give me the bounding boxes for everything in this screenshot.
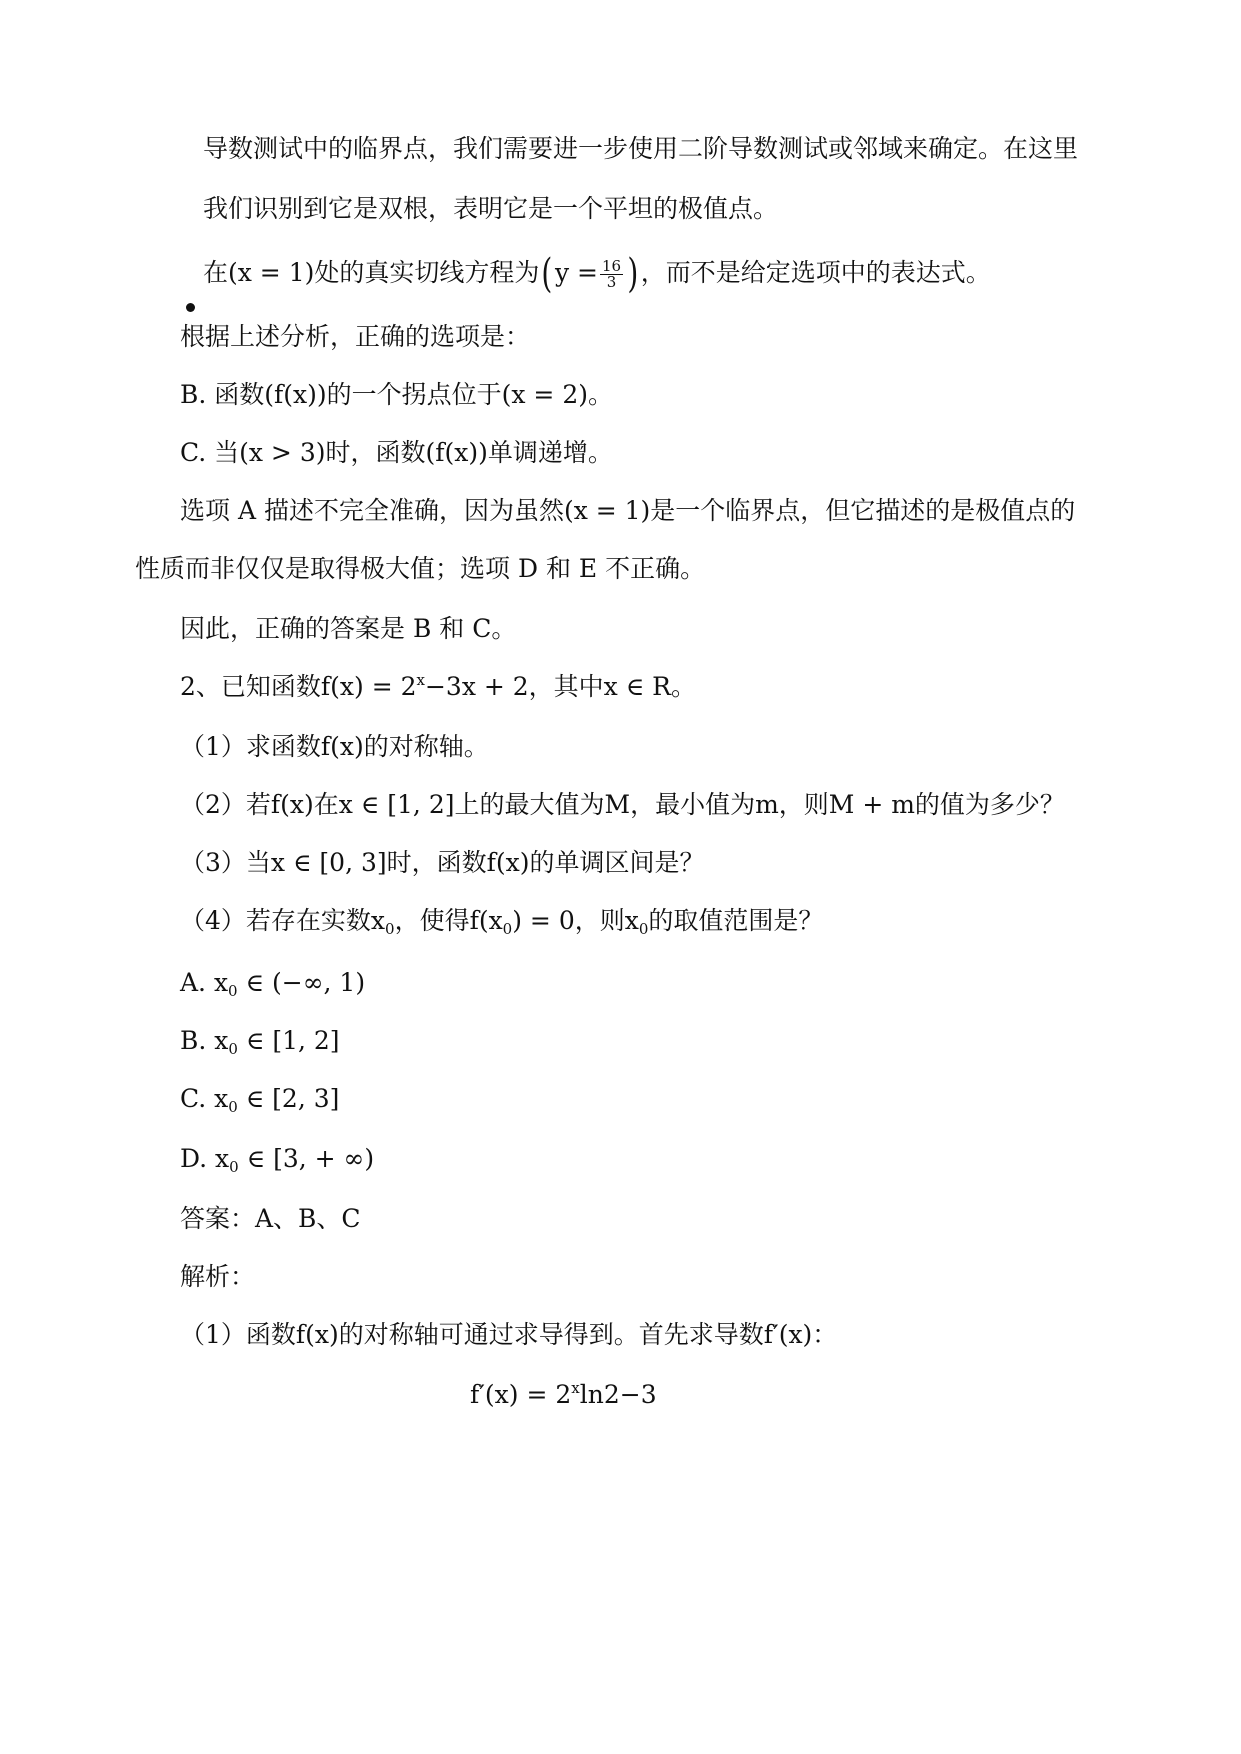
tangent-text-b: ，而不是给定选项中的表达式。	[640, 258, 991, 287]
option-b-line: B. 函数(f(x))的一个拐点位于(x = 2)。	[180, 380, 613, 409]
question-4-text-a: （4）若存在实数x	[180, 906, 386, 935]
text-line-7: 选项 A 描述不完全准确，因为虽然(x = 1)是一个临界点，但它描述的是极值点的	[180, 496, 1076, 525]
question-1: （1）求函数f(x)的对称轴。	[180, 732, 489, 761]
bullet-icon	[186, 303, 195, 312]
formula-text-b: ln2−3	[579, 1380, 657, 1409]
choice-d-range: ∈ [3, + ∞)	[238, 1144, 375, 1173]
text-line-9: 因此，正确的答案是 B 和 C。	[180, 614, 517, 643]
choice-c	[180, 1082, 339, 1116]
subscript: 0	[502, 920, 513, 938]
choice-c-label: C. x	[180, 1084, 229, 1113]
tangent-text-a: 在(x = 1)处的真实切线方程为	[203, 258, 540, 287]
text-line-tangent	[203, 251, 991, 297]
exponent: x	[416, 671, 425, 689]
choice-a-label: A. x	[180, 968, 229, 997]
problem-2-text-b: −3x + 2，其中x ∈ R。	[424, 672, 697, 701]
text-line-4: 根据上述分析，正确的选项是：	[180, 322, 531, 351]
subscript: 0	[229, 1158, 239, 1176]
fraction-numerator: 16	[602, 257, 622, 275]
text-line-8: 性质而非仅仅是取得极大值；选项 D 和 E 不正确。	[135, 554, 706, 583]
derivative-formula	[470, 1378, 657, 1412]
question-4-text-d: 的取值范围是？	[648, 906, 824, 935]
subscript: 0	[228, 1040, 238, 1058]
exponent: x	[571, 1379, 580, 1397]
subscript: 0	[228, 1098, 238, 1116]
question-3: （3）当x ∈ [0, 3]时，函数f(x)的单调区间是？	[180, 848, 705, 877]
choice-b	[180, 1024, 340, 1058]
option-c-line: C. 当(x > 3)时，函数(f(x))单调递增。	[180, 438, 613, 467]
analysis-heading: 解析：	[180, 1262, 256, 1291]
answer-line: 答案：A、B、C	[180, 1204, 361, 1233]
right-paren: )	[627, 251, 639, 297]
question-2: （2）若f(x)在x ∈ [1, 2]上的最大值为M，最小值为m，则M + m的值为多少？	[180, 790, 1065, 819]
subscript: 0	[638, 920, 649, 938]
choice-b-range: ∈ [1, 2]	[237, 1026, 340, 1055]
choice-a	[180, 966, 365, 1000]
fraction	[600, 259, 623, 290]
question-4-text-b: ，使得f(x	[394, 906, 503, 935]
question-4	[180, 904, 823, 938]
left-paren: (	[541, 251, 553, 297]
problem-2-title	[180, 670, 696, 704]
fraction-denominator: 3	[606, 273, 617, 291]
equation-lhs: y =	[554, 258, 598, 287]
analysis-step-1: （1）函数f(x)的对称轴可通过求导得到。首先求导数f′(x)：	[180, 1320, 838, 1349]
problem-2-text-a: 2、已知函数f(x) = 2	[180, 672, 417, 701]
subscript: 0	[228, 982, 238, 1000]
question-4-text-c: ) = 0，则x	[512, 906, 639, 935]
choice-a-range: ∈ (−∞, 1)	[237, 968, 366, 997]
choice-b-label: B. x	[180, 1026, 229, 1055]
choice-d	[180, 1142, 374, 1176]
choice-c-range: ∈ [2, 3]	[237, 1084, 340, 1113]
choice-d-label: D. x	[180, 1144, 230, 1173]
formula-text-a: f′(x) = 2	[470, 1380, 572, 1409]
subscript: 0	[385, 920, 395, 938]
text-line-1: 导数测试中的临界点，我们需要进一步使用二阶导数测试或邻域来确定。在这里	[203, 134, 1079, 163]
text-line-2: 我们识别到它是双根，表明它是一个平坦的极值点。	[203, 194, 779, 223]
